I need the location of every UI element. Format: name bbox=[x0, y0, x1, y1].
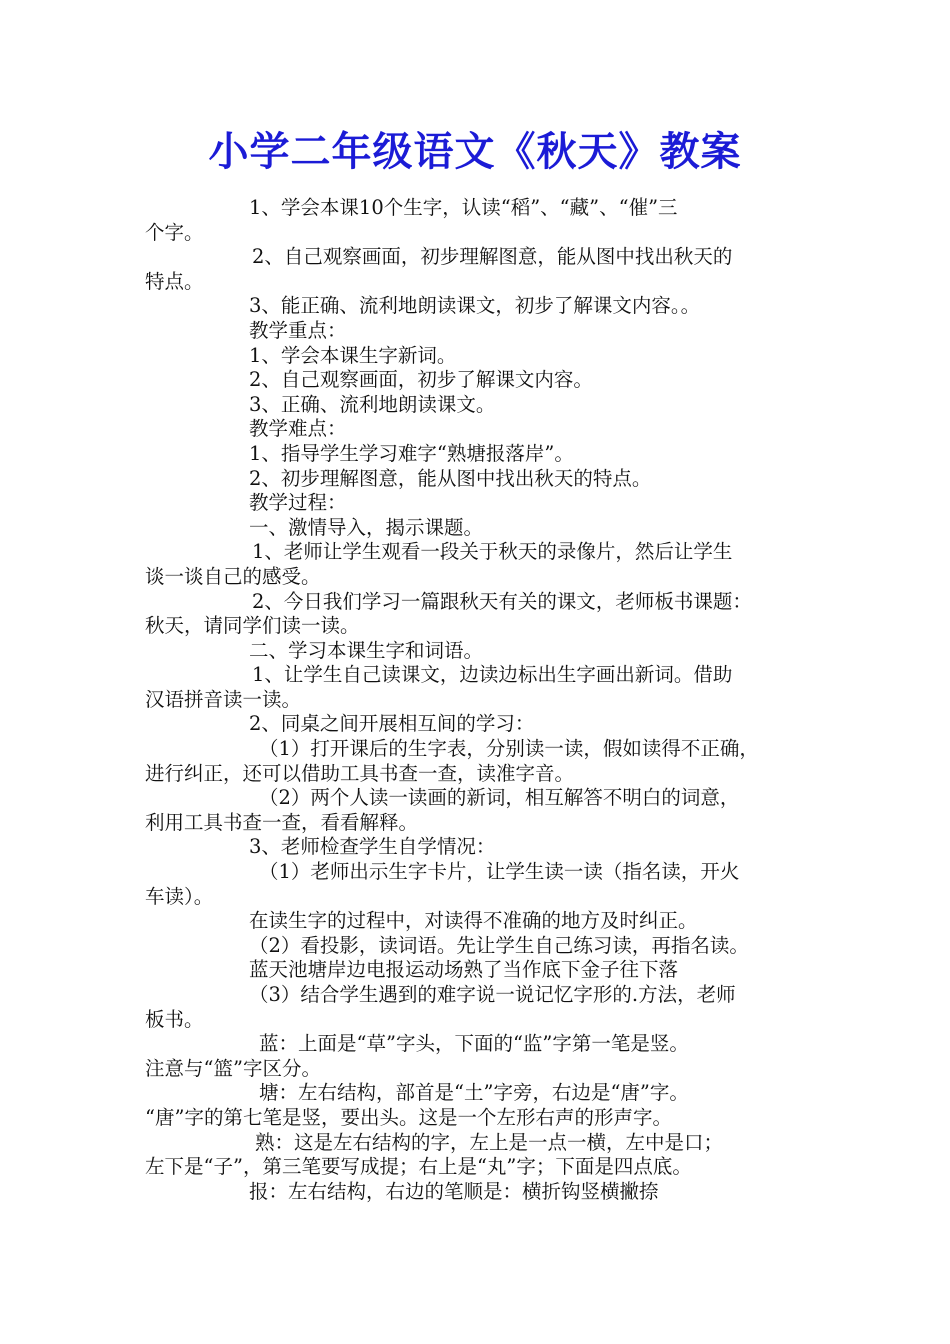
char-note-shu: 熟：这是左右结构的字，左上是一点一横，左中是口； 左下是“子”，第三笔要写成提；右上是“丸”字；下面是四点底。 bbox=[145, 1130, 724, 1179]
document-body bbox=[145, 196, 815, 1204]
process-1-1: 1、老师让学生观看一段关于秋天的录像片，然后让学生 谈一谈自己的感受。 bbox=[145, 540, 733, 588]
difficulty-1: 1、指导学生学习难字“熟塘报落岸”。 bbox=[249, 441, 574, 465]
process-2-3: 3、老师检查学生自学情况： bbox=[249, 835, 496, 859]
paragraph-goal-3: 3、能正确、流利地朗读课文，初步了解课文内容。。 bbox=[249, 294, 701, 318]
section-1-heading: 一、激情导入，揭示课题。 bbox=[249, 515, 484, 539]
word-list: 蓝天池塘岸边电报运动场熟了当作底下金子往下落 bbox=[249, 958, 679, 982]
key-point-2: 2、自己观察画面，初步了解课文内容。 bbox=[249, 368, 593, 392]
process-2-1: 1、让学生自己读课文，边读边标出生字画出新词。借助 汉语拼音读一读。 bbox=[145, 663, 733, 711]
difficulty-2: 2、初步理解图意，能从图中找出秋天的特点。 bbox=[249, 466, 652, 490]
process-1-2: 2、今日我们学习一篇跟秋天有关的课文，老师板书课题： 秋天，请同学们读一读。 bbox=[145, 589, 752, 638]
section-2-heading: 二、学习本课生字和词语。 bbox=[249, 638, 484, 662]
process-2-3-c: （3）结合学生遇到的难字说一说记忆字形的.方法，老师 板书。 bbox=[145, 983, 736, 1031]
document-title: 小学二年级语文《秋天》教案 bbox=[208, 129, 742, 175]
paragraph-goal-1: 1、学会本课10个生字，认读“稻”、“藏”、“催”三 个字。 bbox=[145, 196, 678, 244]
process-2-2: 2、同桌之间开展相互间的学习： bbox=[249, 712, 535, 736]
heading-difficulties: 教学难点： bbox=[249, 417, 347, 441]
process-2-3-a: （1）老师出示生字卡片，让学生读一读（指名读，开火 车读）。 bbox=[145, 860, 740, 908]
paragraph-goal-2: 2、自己观察画面，初步理解图意，能从图中找出秋天的 特点。 bbox=[145, 245, 733, 293]
process-2-2-a: （1）打开课后的生字表，分别读一读，假如读得不正确， 进行纠正，还可以借助工具书查一查，读准字音。 bbox=[145, 737, 759, 785]
process-2-3-b: （2）看投影，读词语。先让学生自己练习读，再指名读。 bbox=[249, 933, 749, 957]
correction-note: 在读生字的过程中，对读得不准确的地方及时纠正。 bbox=[249, 909, 698, 933]
char-note-tang: 塘：左右结构，部首是“土”字旁，右边是“唐”字。 “唐”字的第七笔是竖，要出头。这是一个左形右声的形声字。 bbox=[145, 1081, 689, 1129]
heading-key-points: 教学重点： bbox=[249, 318, 347, 342]
heading-process: 教学过程： bbox=[249, 491, 347, 515]
char-note-bao: 报：左右结构，右边的笔顺是：横折钩竖横撇捺 bbox=[249, 1179, 659, 1203]
key-point-3: 3、正确、流利地朗读课文。 bbox=[249, 392, 496, 416]
process-2-2-b: （2）两个人读一读画的新词，相互解答不明白的词意， 利用工具书查一查，看看解释。 bbox=[145, 786, 740, 834]
char-note-lan: 蓝：上面是“草”字头，下面的“监”字第一笔是竖。 注意与“篮”字区分。 bbox=[145, 1032, 689, 1080]
key-point-1: 1、学会本课生字新词。 bbox=[249, 343, 457, 367]
